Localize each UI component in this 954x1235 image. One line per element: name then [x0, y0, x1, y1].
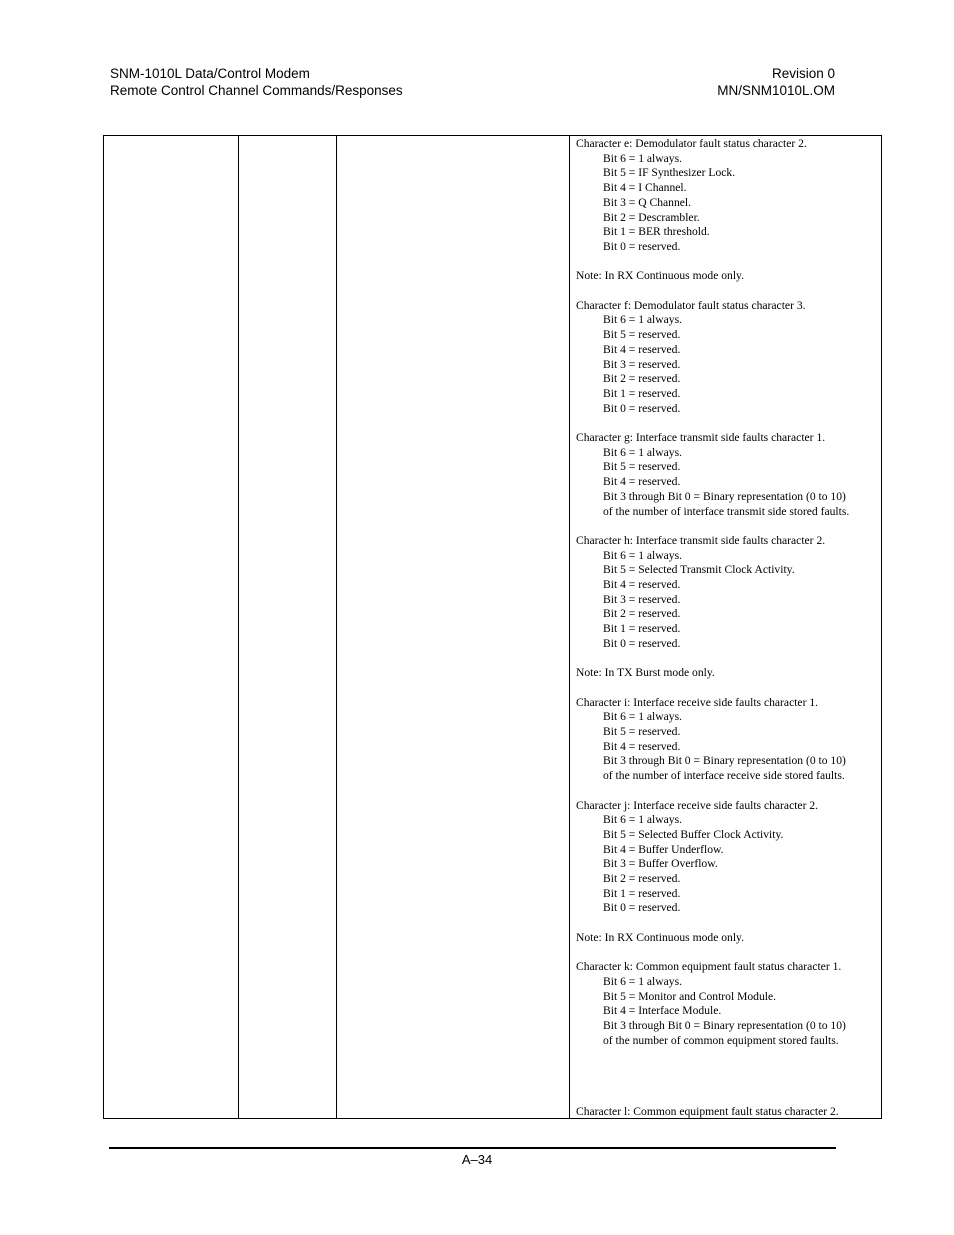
bit-definition: Bit 4 = reserved.	[603, 578, 681, 592]
bit-definition: Bit 5 = IF Synthesizer Lock.	[603, 166, 736, 180]
block-title: Character f: Demodulator fault status character 3.	[576, 298, 806, 312]
description-block	[576, 666, 876, 681]
bit-definition: Bit 1 = BER threshold.	[603, 225, 710, 239]
bit-definition: Bit 5 = reserved.	[603, 725, 681, 739]
bit-definition: of the number of interface receive side stored faults.	[603, 769, 845, 783]
bit-definition: Bit 4 = reserved.	[603, 342, 681, 356]
bit-definition: Bit 5 = Selected Transmit Clock Activity.	[603, 563, 795, 577]
bit-definition: Bit 0 = reserved.	[603, 401, 681, 415]
bit-definition: Bit 6 = 1 always.	[603, 313, 682, 327]
bit-definition: of the number of common equipment stored faults.	[603, 1033, 839, 1047]
bit-definition: Bit 4 = I Channel.	[603, 181, 687, 195]
bit-definition: Bit 5 = Monitor and Control Module.	[603, 989, 777, 1003]
description-block	[576, 696, 876, 784]
bit-definition: of the number of interface transmit side stored faults.	[603, 504, 850, 518]
bit-definition: Bit 6 = 1 always.	[603, 151, 682, 165]
block-title: Character j: Interface receive side faults character 2.	[576, 798, 819, 812]
block-title: Note: In RX Continuous mode only.	[576, 269, 744, 283]
bit-definition: Bit 1 = reserved.	[603, 386, 681, 400]
description-block	[576, 799, 876, 917]
document-title: SNM-1010L Data/Control Modem	[110, 66, 310, 81]
description-block	[576, 299, 876, 417]
bit-definition: Bit 0 = reserved.	[603, 901, 681, 915]
block-title: Character k: Common equipment fault status character 1.	[576, 960, 842, 974]
bit-definition: Bit 3 through Bit 0 = Binary representation (0 to 10)	[603, 489, 846, 503]
bit-definition: Bit 6 = 1 always.	[603, 974, 682, 988]
description-block	[576, 534, 876, 652]
page-number: A–34	[461, 1152, 493, 1167]
bit-definition: Bit 3 = reserved.	[603, 592, 681, 606]
description-block	[576, 137, 876, 255]
bit-definition: Bit 6 = 1 always.	[603, 813, 682, 827]
block-title: Note: In TX Burst mode only.	[576, 666, 715, 680]
bit-definition: Bit 0 = reserved.	[603, 636, 681, 650]
bit-definition: Bit 2 = reserved.	[603, 872, 681, 886]
bit-definition: Bit 6 = 1 always.	[603, 548, 682, 562]
bit-definition: Bit 0 = reserved.	[603, 239, 681, 253]
description-block	[576, 960, 876, 1048]
block-title: Character h: Interface transmit side faults character 2.	[576, 533, 826, 547]
bit-definition: Bit 1 = reserved.	[603, 886, 681, 900]
column-divider-1	[238, 136, 239, 1118]
bit-definition: Bit 4 = reserved.	[603, 475, 681, 489]
section-title: Remote Control Channel Commands/Responses	[110, 82, 403, 98]
footer-rule	[109, 1147, 836, 1149]
bit-definition: Bit 3 = Buffer Overflow.	[603, 857, 718, 871]
bit-definition: Bit 1 = reserved.	[603, 622, 681, 636]
command-table	[103, 135, 882, 1119]
block-title: Character e: Demodulator fault status character 2.	[576, 137, 807, 150]
bit-definition: Bit 4 = reserved.	[603, 739, 681, 753]
description-block	[576, 931, 876, 946]
description-block	[576, 431, 876, 519]
block-title: Note: In RX Continuous mode only.	[576, 930, 744, 944]
page-header-right	[717, 66, 835, 99]
page-header-left	[110, 66, 403, 99]
bit-definition: Bit 3 through Bit 0 = Binary representation (0 to 10)	[603, 1019, 846, 1033]
bit-definition: Bit 3 = Q Channel.	[603, 195, 692, 209]
description-block	[576, 269, 876, 284]
bit-definition: Bit 5 = reserved.	[603, 328, 681, 342]
response-description	[576, 137, 876, 1063]
bit-definition: Bit 5 = Selected Buffer Clock Activity.	[603, 827, 784, 841]
bit-definition: Bit 5 = reserved.	[603, 460, 681, 474]
bit-definition: Bit 6 = 1 always.	[603, 445, 682, 459]
bit-definition: Bit 6 = 1 always.	[603, 710, 682, 724]
bit-definition: Bit 3 = reserved.	[603, 357, 681, 371]
bit-definition: Bit 4 = Interface Module.	[603, 1004, 722, 1018]
block-title: Character g: Interface transmit side faults character 1.	[576, 431, 826, 445]
column-divider-2	[336, 136, 337, 1118]
block-title: Character i: Interface receive side faults character 1.	[576, 695, 819, 709]
bit-definition: Bit 2 = reserved.	[603, 607, 681, 621]
bit-definition: Bit 3 through Bit 0 = Binary representation (0 to 10)	[603, 754, 846, 768]
column-divider-3	[569, 136, 570, 1118]
bit-definition: Bit 2 = reserved.	[603, 372, 681, 386]
trailing-character-line: Character l: Common equipment fault status character 2.	[576, 1105, 839, 1118]
document-number: MN/SNM1010L.OM	[717, 82, 835, 98]
bit-definition: Bit 2 = Descrambler.	[603, 210, 700, 224]
revision-label: Revision 0	[771, 66, 835, 81]
bit-definition: Bit 4 = Buffer Underflow.	[603, 842, 724, 856]
